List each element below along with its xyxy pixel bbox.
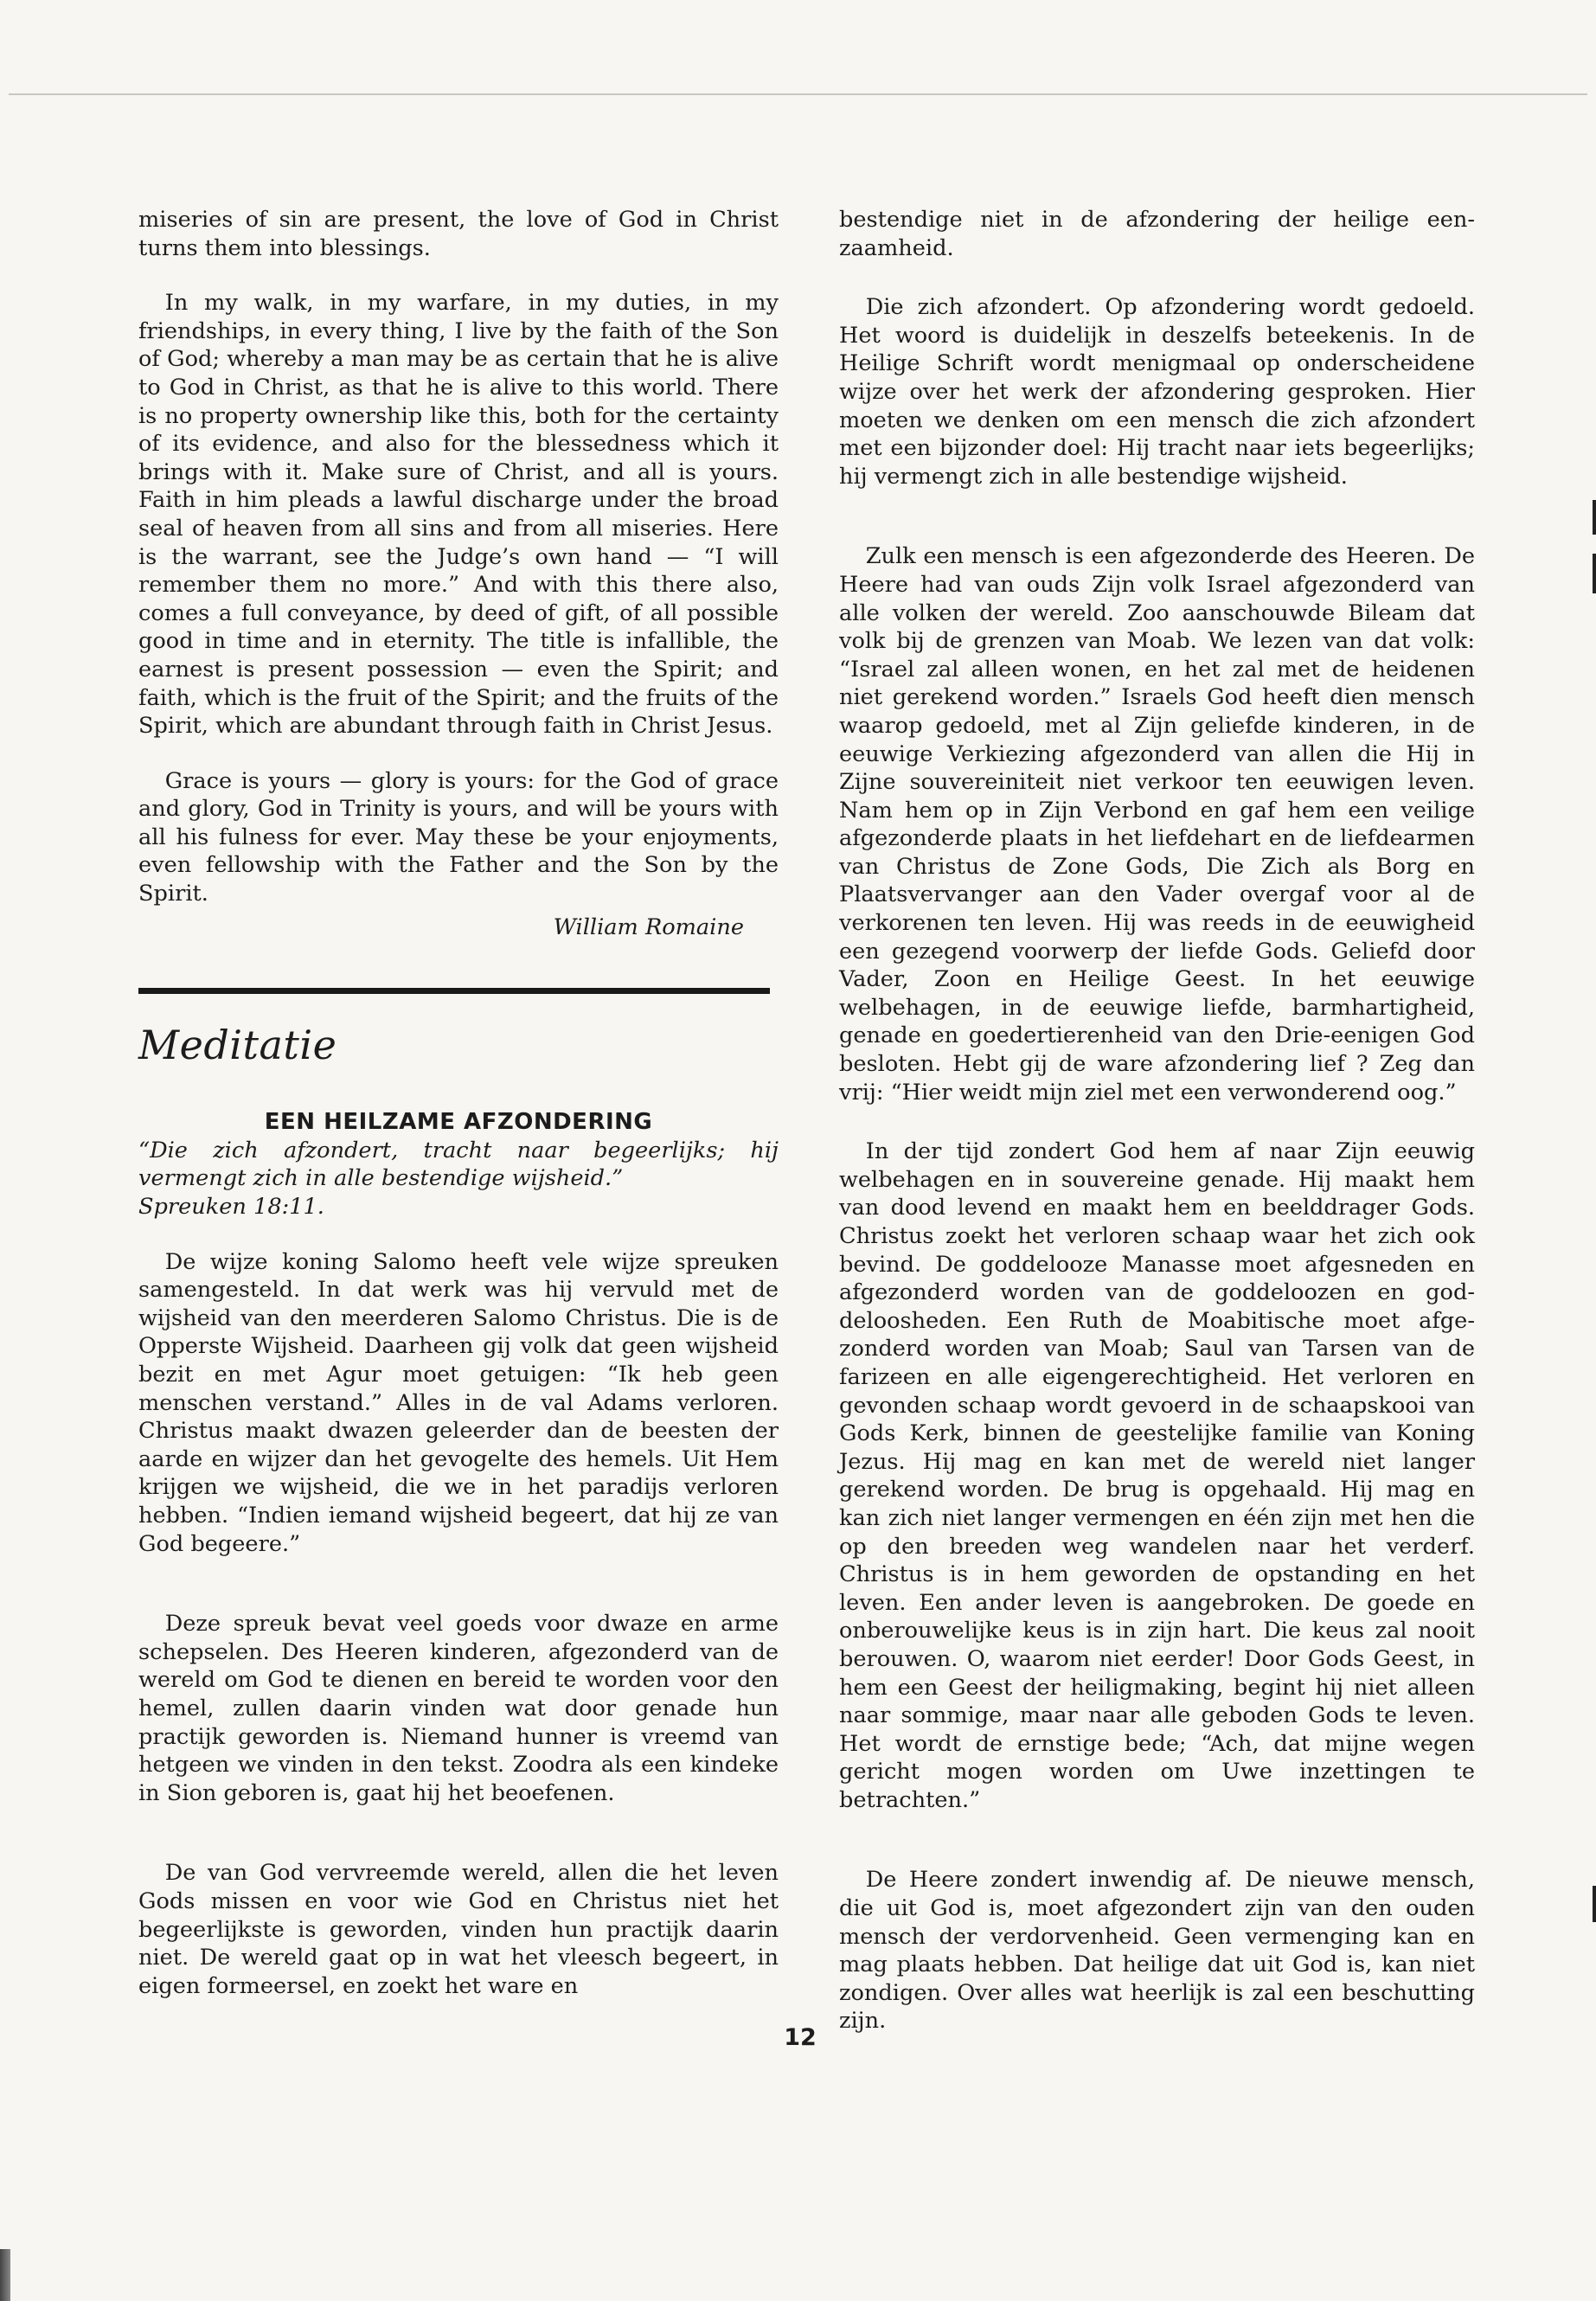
paragraph: Grace is yours — glory is yours: for the God of grace and glory, God in Trinity is yours, and will be yours with all his fulness for ever. May these be your enjoyments, even fellowship with the Father and the Son by the Spirit. (138, 767, 779, 907)
scan-corner-mark (0, 2249, 10, 2301)
page-number: 12 (784, 2024, 817, 2051)
paragraph: De wijze koning Salomo heeft vele wijze spreuken samengesteld. In dat werk was hij vervuld met de wijsheid van den meerderen Salomo Christus. Die is de Opperste Wijsheid. Daarheen gij volk dat geen wijsheid bezit en met Agur moet getuigen: “Ik heb geen menschen verstand.” Alles in de val Adams verloren. Christus maakt dwazen geleerder dan de beesten der aarde en wijzer dan het gevogelte des hemels. Uit Hem krijgen we wijsheid, die we in het paradijs verloren hebben. “Indien iemand wijsheid begeert, dat hij ze van God begeere.” (138, 1248, 779, 1557)
scan-edge-mark (1593, 1886, 1596, 1922)
epigraph-quote: “Die zich afzondert, tracht naar begeerlijks; hij vermengt zich in alle bestendige wijsheid.” (138, 1137, 779, 1192)
section-label: Meditatie (138, 1022, 337, 1069)
paragraph: Deze spreuk bevat veel goeds voor dwaze en arme schepselen. Des Heeren kinderen, afgezonderd van de wereld om God te dienen en bereid te worden voor den hemel, zullen daarin vinden wat door genade hun practijk geworden is. Niemand hunner is vreemd van hetgeen we vinden in den tekst. Zoodra als een kindeke in Sion geboren is, gaat hij het beoefenen. (138, 1611, 779, 1806)
section-divider (138, 988, 770, 994)
article-title: EEN HEILZAME AFZONDERING (264, 1109, 653, 1136)
paragraph: De van God vervreemde wereld, allen die het leven Gods missen en voor wie God en Christus niet het begeerlijkste is geworden, vinden hun practijk daarin niet. De wereld gaat op in wat het vleesch begeert, in eigen formeersel, en zoekt het ware en (138, 1860, 779, 1999)
paragraph: Zulk een mensch is een afgezonderde des Heeren. De Heere had van ouds Zijn volk Israel afgezonderd van alle volken der wereld. Zoo aanschouwde Bileam dat volk bij de grenzen van Moab. We lezen van dat volk: “Israel zal alleen wonen, en het zal met de heidenen niet gerekend worden.” Israels God heeft dien mensch waarop gedoeld, met al Zijn geliefde kinderen, in de eeuwige Verkiezing afgezonderd van allen die Hij in Zijne souvereiniteit niet verkoor ten eeuwigen leven. Nam hem op in Zijn Verbond en gaf hem een veilige afgezonderde plaats in het liefdehart en de liefdearmen van Christus de Zone Gods, Die Zich als Borg en Plaatsvervanger aan den Vader overgaf voor al de verkorenen ten leven. Hij was reeds in de eeuwigheid een gezegend voorwerp der liefde Gods. Geliefd door Vader, Zoon en Heilige Geest. In het eeuwige welbehagen, in de eeuwige liefde, barmhartigheid, genade en goedertierenheid van den Drie-eenigen God besloten. Hebt gij de ware afzondering lief ? Zeg dan vrij: “Hier weidt mijn ziel met een verwonderend oog.” (839, 543, 1475, 1106)
paragraph: Die zich afzondert. Op afzondering wordt gedoeld. Het woord is duidelijk in deszelfs beteekenis. In de Heilige Schrift wordt menigmaal op onderscheidene wijze over het werk der afzondering gesproken. Hier moeten we denken om een mensch die zich afzondert met een bijzonder doel: Hij tracht naar iets begeerlijks; hij vermengt zich in alle bestendige wijsheid. (839, 294, 1475, 490)
left-column (138, 206, 779, 2000)
author-signature: William Romaine (553, 913, 744, 940)
paragraph: In my walk, in my warfare, in my duties, in my friendships, in every thing, I live by the faith of the Son of God; whereby a man may be as certain that he is alive to God in Christ, as that he is alive to this world. There is no property ownership like this, both for the certainty of its evidence, and also for the blessedness which it brings with it. Make sure of Christ, and all is yours. Faith in him pleads a lawful discharge under the broad seal of heaven from all sins and from all miseries. Here is the warrant, see the Judge’s own hand — “I will remember them no more.” And with this there also, comes a full conveyance, by deed of gift, of all possible good in time and in eternity. The title is infallible, the earnest is present possession — even the Spirit; and faith, which is the fruit of the Spirit; and the fruits of the Spirit, which are abundant through faith in Christ Jesus. (138, 290, 779, 740)
paragraph: miseries of sin are present, the love of God in Christ turns them into blessings. (138, 207, 779, 261)
paragraph: In der tijd zondert God hem af naar Zijn eeuwig welbehagen en in souvereine genade. Hij maakt hem van dood levend en maakt hem en beelddrager Gods. Christus zoekt het verloren schaap waar het zich ook bevind. De goddelooze Manasse moet afgesneden en afgezonderd worden van de goddeloozen en goddeloosheden. Een Ruth de Moabitische moet afgezonderd worden van Moab; Saul van Tarsen van de farizeen en alle eigengerechtigheid. Het verloren en gevonden schaap wordt gevoerd in de schaapskooi van Gods Kerk, binnen de geestelijke familie van Koning Jezus. Hij mag en kan met de wereld niet langer gerekend worden. De brug is opgehaald. Hij mag en kan zich niet langer vermengen en één zijn met hen die op den breeden weg wandelen naar het verderf. Christus is in hem geworden de opstanding en het leven. Een ander leven is aangebroken. De goede en onberouwelijke keus is in zijn hart. Die keus zal nooit berouwen. O, waarom niet eerder! Door Gods Geest, in hem een Geest der heiligmaking, begint hij niet alleen naar sommige, maar naar alle geboden Gods te leven. Het wordt de ernstige bede; “Ach, dat mijne wegen gericht mogen worden om Uwe inzettingen te betrachten.” (839, 1138, 1475, 1813)
epigraph-reference: Spreuken 18:11. (138, 1194, 324, 1221)
paragraph: bestendige niet in de afzondering der heilige eenzaamheid. (839, 207, 1475, 261)
paragraph: De Heere zondert inwendig af. De nieuwe mensch, die uit God is, moet afgezondert zijn van den ouden mensch der verdorvenheid. Geen vermenging kan en mag plaats hebben. Dat heilige dat uit God is, kan niet zondigen. Over alles wat heerlijk is zal een beschutting zijn. (839, 1867, 1475, 2035)
right-column (839, 206, 1475, 2035)
scan-edge-mark (1593, 500, 1596, 535)
scan-edge-mark (1593, 554, 1596, 593)
page-top-edge (9, 93, 1587, 95)
